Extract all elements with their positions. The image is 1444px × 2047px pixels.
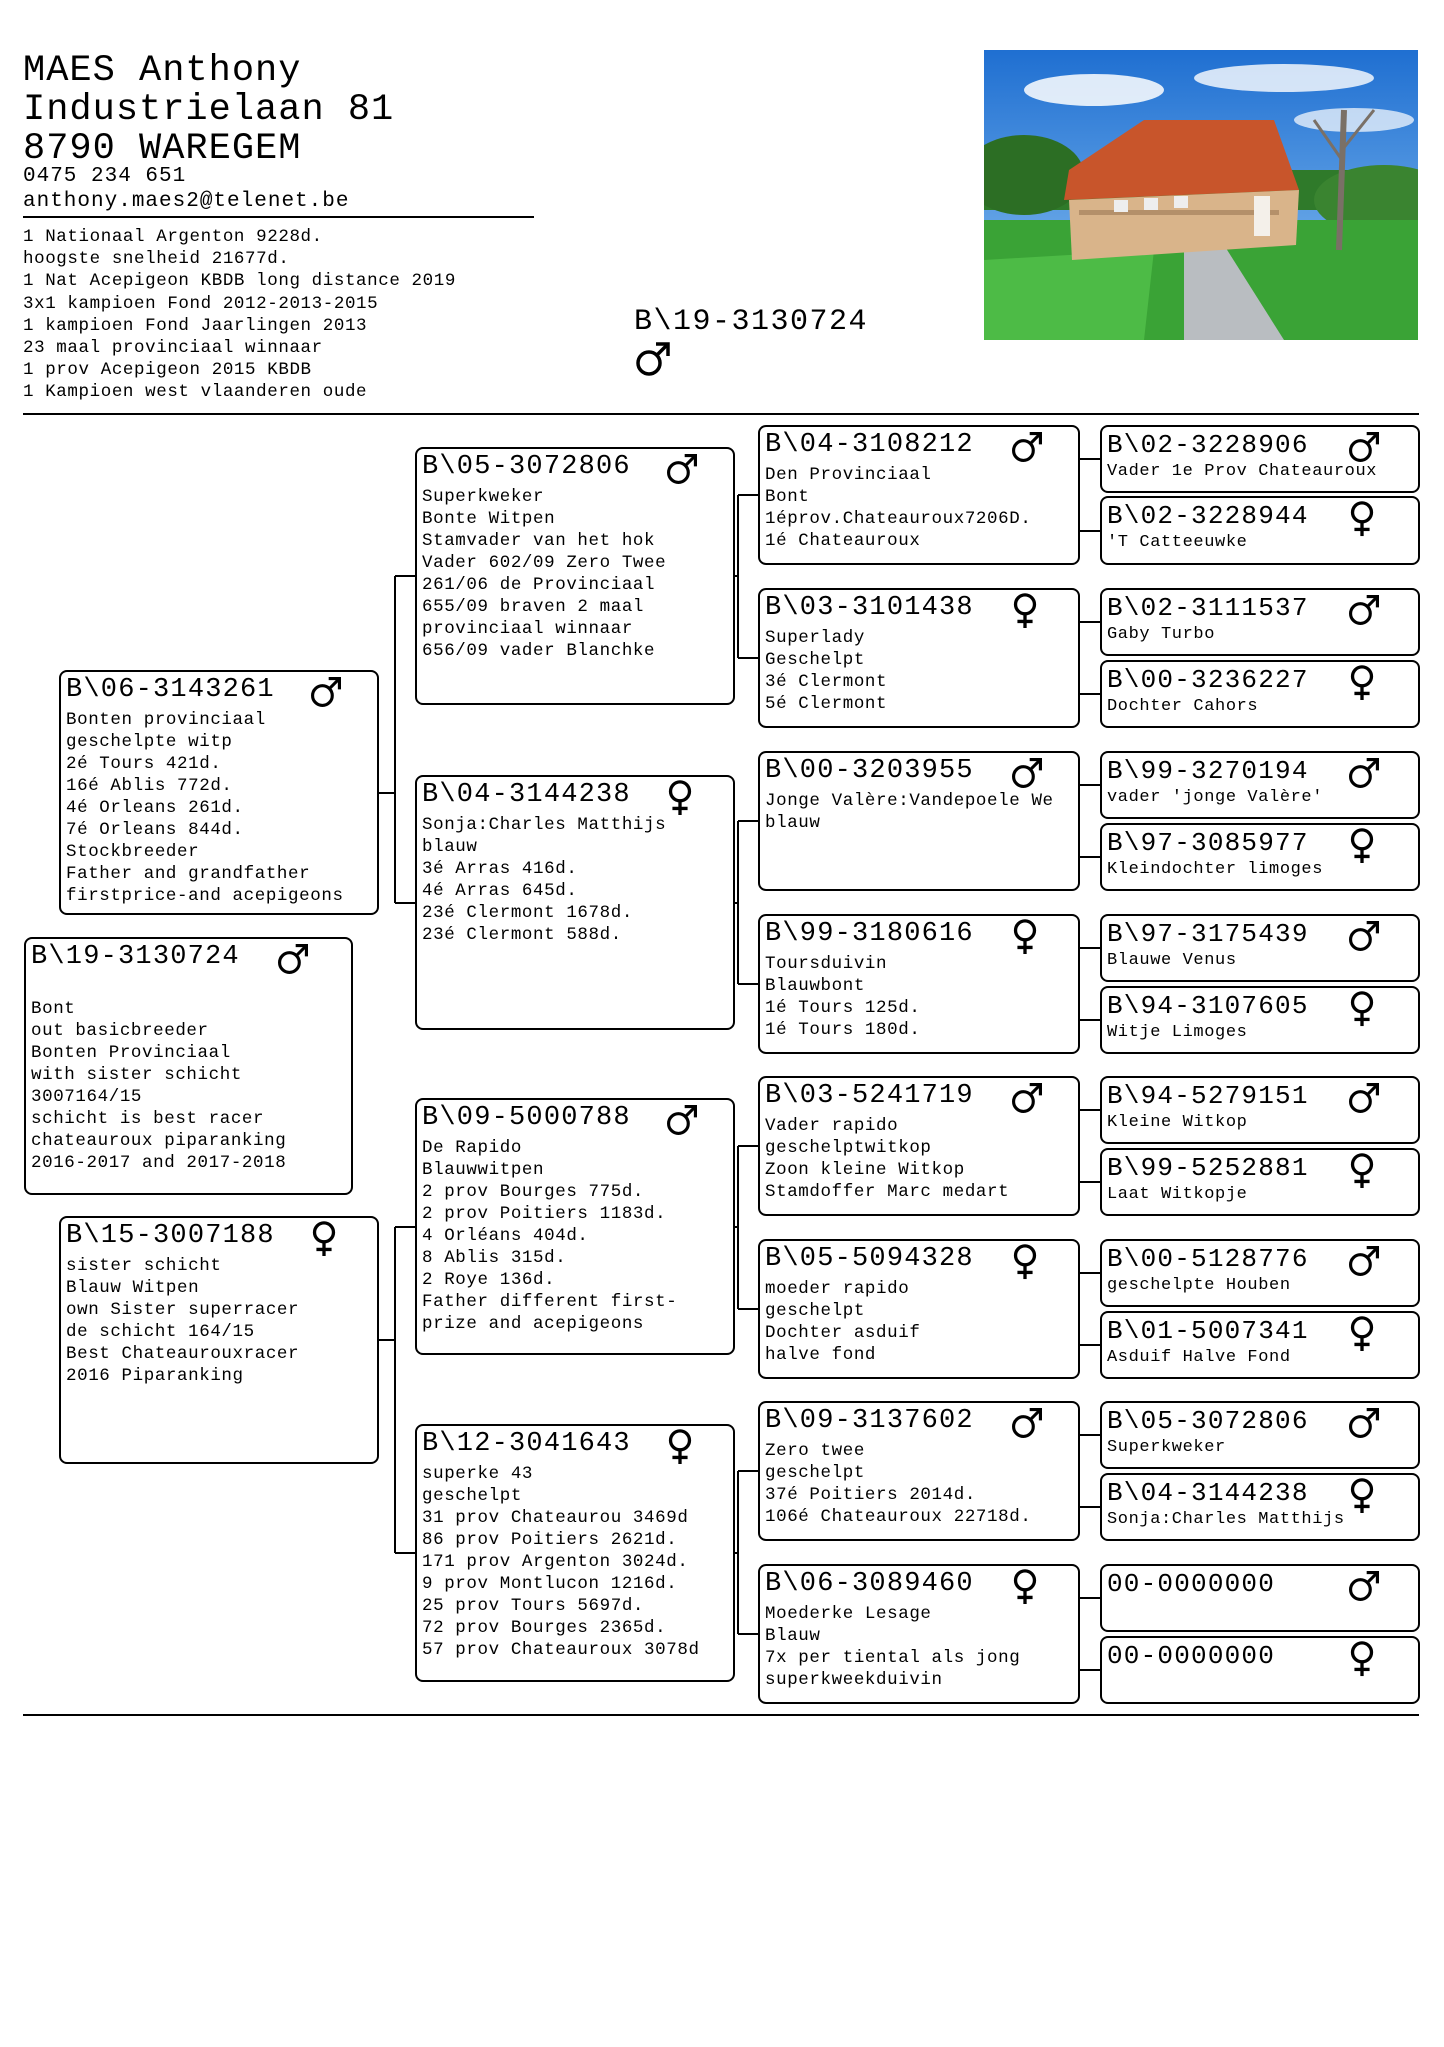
pigeon-details xyxy=(1107,625,1215,645)
male-icon xyxy=(1347,1244,1381,1278)
connector-line xyxy=(1080,1506,1100,1508)
pigeon-card[interactable] xyxy=(758,914,1080,1054)
pigeon-card[interactable] xyxy=(1100,1401,1420,1469)
pigeon-details xyxy=(765,1115,1009,1203)
detail-line: Den Provinciaal xyxy=(765,465,932,485)
male-icon xyxy=(1347,919,1381,953)
detail-line: geschelpte witp xyxy=(66,732,233,752)
pigeon-card[interactable] xyxy=(1100,1076,1420,1144)
connector-line xyxy=(379,1339,395,1341)
connector-line xyxy=(738,1308,758,1310)
detail-line: 1é Tours 180d. xyxy=(765,1020,921,1040)
connector-line xyxy=(738,1633,758,1635)
connector-line xyxy=(1080,693,1100,695)
pigeon-card[interactable] xyxy=(1100,496,1420,565)
detail-line: Zero twee xyxy=(765,1441,865,1461)
detail-line: Bonte Witpen xyxy=(422,509,556,529)
detail-line: superke 43 xyxy=(422,1464,534,1484)
connector-line xyxy=(1080,1181,1100,1183)
pigeon-details xyxy=(1107,1185,1247,1205)
ring-number: B\94-3107605 xyxy=(1107,991,1309,1021)
detail-line: 3007164/15 xyxy=(31,1087,143,1107)
female-icon xyxy=(665,1429,695,1465)
detail-line: Vader 602/09 Zero Twee xyxy=(422,553,667,573)
owner-email[interactable]: anthony.maes2@telenet.be xyxy=(23,190,350,213)
detail-line: Kleindochter limoges xyxy=(1107,860,1324,879)
achievement-item: 1 kampioen Fond Jaarlingen 2013 xyxy=(23,315,368,336)
detail-line: 1éprov.Chateauroux7206D. xyxy=(765,509,1032,529)
loft-photo xyxy=(984,50,1418,340)
detail-line: Bont xyxy=(765,487,810,507)
detail-line: superkweekduivin xyxy=(765,1670,943,1690)
detail-line: 5é Clermont xyxy=(765,694,888,714)
detail-line: Dochter asduif xyxy=(765,1323,921,1343)
detail-line: Bonten Provinciaal xyxy=(31,1043,231,1063)
pigeon-card[interactable] xyxy=(758,425,1080,565)
detail-line: Blauw xyxy=(765,1626,821,1646)
connector-line xyxy=(1080,530,1100,532)
female-icon xyxy=(1010,1244,1040,1280)
pigeon-card[interactable] xyxy=(415,1424,735,1682)
connector-line xyxy=(1080,621,1100,623)
detail-line: 1é Tours 125d. xyxy=(765,998,921,1018)
pigeon-card[interactable] xyxy=(758,1239,1080,1379)
achievement-item: 1 Nationaal Argenton 9228d. xyxy=(23,227,323,247)
connector-line xyxy=(738,1145,758,1147)
detail-line: 7x per tiental als jong xyxy=(765,1648,1021,1668)
female-icon xyxy=(1347,1641,1377,1677)
detail-line: 656/09 vader Blanchke xyxy=(422,641,656,661)
detail-line: firstprice-and acepigeons xyxy=(66,886,344,906)
pigeon-card[interactable] xyxy=(24,937,353,1195)
detail-line: 8 Ablis 315d. xyxy=(422,1248,567,1268)
detail-line: halve fond xyxy=(765,1345,877,1365)
detail-line: Superlady xyxy=(765,628,865,648)
ring-number: B\15-3007188 xyxy=(66,1221,275,1251)
detail-line: Gaby Turbo xyxy=(1107,625,1216,644)
detail-line: 106é Chateauroux 22718d. xyxy=(765,1507,1032,1527)
pigeon-details xyxy=(765,627,887,715)
pigeon-card[interactable] xyxy=(59,1216,379,1464)
connector-line xyxy=(738,494,758,496)
ring-number: B\00-3203955 xyxy=(765,756,974,786)
header-divider xyxy=(23,413,1419,415)
male-icon xyxy=(1347,593,1381,627)
detail-line: Geschelpt xyxy=(765,650,865,670)
pigeon-details xyxy=(1107,697,1258,717)
pigeon-card[interactable] xyxy=(1100,914,1420,982)
detail-line: Blauwwitpen xyxy=(422,1160,545,1180)
connector-line xyxy=(379,792,395,794)
female-icon xyxy=(1347,828,1377,864)
achievements-list xyxy=(23,226,456,404)
detail-line: de schicht 164/15 xyxy=(66,1322,255,1342)
connector-line xyxy=(395,1226,415,1228)
ring-number: B\02-3228906 xyxy=(1107,430,1309,460)
detail-line: 2016 Piparanking xyxy=(66,1366,244,1386)
achievement-item: 1 Nat Acepigeon KBDB long distance 2019 xyxy=(23,271,456,292)
pigeon-details xyxy=(66,1255,299,1387)
detail-line: out basicbreeder xyxy=(31,1021,209,1041)
detail-line: blauw xyxy=(765,813,821,833)
male-icon xyxy=(1010,756,1044,790)
ring-number: B\99-5252881 xyxy=(1107,1153,1309,1183)
pigeon-details xyxy=(1107,1510,1345,1530)
pigeon-details xyxy=(422,1137,677,1335)
male-icon xyxy=(1347,430,1381,464)
pigeon-details xyxy=(1107,951,1237,971)
detail-line: 3é Arras 416d. xyxy=(422,859,578,879)
detail-line: 3é Clermont xyxy=(765,672,888,692)
pigeon-card[interactable] xyxy=(1100,986,1420,1054)
pigeon-details xyxy=(1107,1023,1247,1043)
connector-line xyxy=(395,575,415,577)
pigeon-card[interactable] xyxy=(59,670,379,915)
ring-number: B\05-3072806 xyxy=(1107,1406,1309,1436)
detail-line: 1é Chateauroux xyxy=(765,531,921,551)
detail-line: 16é Ablis 772d. xyxy=(66,776,233,796)
detail-line: Father and grandfather xyxy=(66,864,311,884)
detail-line: Superkweker xyxy=(1107,1438,1226,1457)
achievement-item: 1 prov Acepigeon 2015 KBDB xyxy=(23,360,312,381)
pigeon-card[interactable] xyxy=(1100,425,1420,493)
pigeon-details xyxy=(422,814,666,946)
achievement-item: 3x1 kampioen Fond 2012-2013-2015 xyxy=(23,293,379,314)
male-icon xyxy=(276,942,310,976)
connector-line xyxy=(738,657,758,659)
ring-number: B\00-3236227 xyxy=(1107,665,1309,695)
detail-line: 23é Clermont 1678d. xyxy=(422,903,633,923)
ring-number: B\03-3101438 xyxy=(765,593,974,623)
achievement-item: hoogste snelheid 21677d. xyxy=(23,249,290,270)
connector-line xyxy=(737,495,739,658)
detail-line: Best Chateaurouxracer xyxy=(66,1344,300,1364)
connector-line xyxy=(1080,1019,1100,1021)
pigeon-card[interactable] xyxy=(415,775,735,1030)
detail-line xyxy=(31,976,286,998)
owner-city: 8790 WAREGEM xyxy=(23,128,302,170)
male-icon xyxy=(309,675,343,709)
pigeon-card[interactable] xyxy=(1100,1239,1420,1307)
ring-number: B\97-3175439 xyxy=(1107,919,1309,949)
connector-line xyxy=(394,576,396,903)
male-icon xyxy=(1010,1406,1044,1440)
detail-line: 7é Orleans 844d. xyxy=(66,820,244,840)
pigeon-card[interactable] xyxy=(1100,1473,1420,1541)
detail-line: Dochter Cahors xyxy=(1107,697,1259,716)
connector-line xyxy=(737,1146,739,1309)
connector-line xyxy=(738,983,758,985)
detail-line: 655/09 braven 2 maal xyxy=(422,597,645,617)
detail-line: 2é Tours 421d. xyxy=(66,754,222,774)
female-icon xyxy=(1347,1153,1377,1189)
connector-line xyxy=(394,1227,396,1554)
connector-line xyxy=(737,1471,739,1634)
pigeon-details xyxy=(1107,1276,1291,1296)
detail-line: provinciaal winnaar xyxy=(422,619,633,639)
pigeon-card[interactable] xyxy=(758,1401,1080,1541)
detail-line: Zoon kleine Witkop xyxy=(765,1160,965,1180)
male-icon xyxy=(1347,1569,1381,1603)
detail-line: Kleine Witkop xyxy=(1107,1113,1248,1132)
ring-number: B\12-3041643 xyxy=(422,1429,631,1459)
detail-line: 2016-2017 and 2017-2018 xyxy=(31,1153,287,1173)
pigeon-details xyxy=(31,976,286,1174)
detail-line: Blauw Witpen xyxy=(66,1278,200,1298)
pigeon-card[interactable] xyxy=(1100,1636,1420,1704)
subject-ring: B\19-3130724 xyxy=(634,305,869,339)
detail-line: Sonja:Charles Matthijs xyxy=(1107,1510,1345,1529)
detail-line: De Rapido xyxy=(422,1138,522,1158)
connector-line xyxy=(1080,1434,1100,1436)
ring-number: B\09-3137602 xyxy=(765,1406,974,1436)
pigeon-card[interactable] xyxy=(1100,1311,1420,1379)
connector-line xyxy=(738,820,758,822)
footer-divider xyxy=(23,1714,1419,1716)
connector-line xyxy=(1080,784,1100,786)
ring-number: B\06-3143261 xyxy=(66,675,275,705)
detail-line: geschelpt xyxy=(765,1463,865,1483)
male-icon xyxy=(1347,1406,1381,1440)
ring-number: B\04-3108212 xyxy=(765,430,974,460)
ring-number: B\05-3072806 xyxy=(422,452,631,482)
pigeon-card[interactable] xyxy=(1100,1564,1420,1632)
detail-line: 171 prov Argenton 3024d. xyxy=(422,1552,689,1572)
ring-number: B\99-3270194 xyxy=(1107,756,1309,786)
pigeon-details xyxy=(765,790,1054,834)
pigeon-card[interactable] xyxy=(758,588,1080,728)
detail-line: geschelpte Houben xyxy=(1107,1276,1291,1295)
male-icon xyxy=(1347,1081,1381,1115)
detail-line: 2 prov Bourges 775d. xyxy=(422,1182,645,1202)
detail-line: own Sister superracer xyxy=(66,1300,300,1320)
detail-line: 2 prov Poitiers 1183d. xyxy=(422,1204,667,1224)
detail-line: Superkweker xyxy=(422,487,545,507)
detail-line: 72 prov Bourges 2365d. xyxy=(422,1618,667,1638)
email-underline xyxy=(23,216,534,218)
detail-line: 37é Poitiers 2014d. xyxy=(765,1485,976,1505)
detail-line: 4é Arras 645d. xyxy=(422,881,578,901)
female-icon xyxy=(1010,593,1040,629)
detail-line: Laat Witkopje xyxy=(1107,1185,1248,1204)
detail-line: 57 prov Chateauroux 3078d xyxy=(422,1640,700,1660)
pigeon-card[interactable] xyxy=(758,1564,1080,1704)
ring-number: B\01-5007341 xyxy=(1107,1316,1309,1346)
detail-line: Father different first- xyxy=(422,1292,678,1312)
detail-line: 4 Orléans 404d. xyxy=(422,1226,589,1246)
detail-line: Bonten provinciaal xyxy=(66,710,266,730)
owner-phone: 0475 234 651 xyxy=(23,165,187,188)
pigeon-details xyxy=(765,1440,1031,1528)
female-icon xyxy=(665,780,695,816)
male-icon xyxy=(634,340,672,383)
pigeon-details xyxy=(1107,1113,1247,1133)
detail-line: schicht is best racer xyxy=(31,1109,265,1129)
detail-line: Witje Limoges xyxy=(1107,1023,1248,1042)
pigeon-card[interactable] xyxy=(1100,588,1420,656)
connector-line xyxy=(1080,458,1100,460)
detail-line: Jonge Valère:Vandepoele We xyxy=(765,791,1054,811)
male-icon xyxy=(1347,756,1381,790)
detail-line: 25 prov Tours 5697d. xyxy=(422,1596,645,1616)
detail-line: prize and acepigeons xyxy=(422,1314,645,1334)
male-icon xyxy=(665,452,699,486)
connector-line xyxy=(1080,947,1100,949)
female-icon xyxy=(1347,991,1377,1027)
pigeon-card[interactable] xyxy=(1100,751,1420,819)
achievement-item: 1 Kampioen west vlaanderen oude xyxy=(23,382,368,403)
detail-line: Toursduivin xyxy=(765,954,888,974)
pigeon-card[interactable] xyxy=(415,447,735,705)
achievement-item: 23 maal provinciaal winnaar xyxy=(23,338,323,359)
detail-line: 'T Catteeuwke xyxy=(1107,533,1248,552)
ring-number: B\94-5279151 xyxy=(1107,1081,1309,1111)
female-icon xyxy=(1347,501,1377,537)
detail-line: with sister schicht xyxy=(31,1065,242,1085)
pigeon-details xyxy=(1107,788,1323,808)
connector-line xyxy=(1080,1344,1100,1346)
female-icon xyxy=(1347,1316,1377,1352)
detail-line: geschelptwitkop xyxy=(765,1138,932,1158)
ring-number: 00-0000000 xyxy=(1107,1641,1276,1671)
pigeon-details xyxy=(765,1603,1020,1691)
connector-line xyxy=(395,902,415,904)
female-icon xyxy=(1010,1569,1040,1605)
detail-line: 261/06 de Provinciaal xyxy=(422,575,656,595)
connector-line xyxy=(1080,1597,1100,1599)
detail-line: 9 prov Montlucon 1216d. xyxy=(422,1574,678,1594)
female-icon xyxy=(309,1221,339,1257)
pigeon-details xyxy=(422,1463,700,1661)
pigeon-details xyxy=(1107,1438,1226,1458)
detail-line: Blauwe Venus xyxy=(1107,951,1237,970)
ring-number: B\19-3130724 xyxy=(31,942,240,972)
detail-line: vader 'jonge Valère' xyxy=(1107,788,1324,807)
ring-number: B\09-5000788 xyxy=(422,1103,631,1133)
detail-line: moeder rapido xyxy=(765,1279,910,1299)
detail-line: 86 prov Poitiers 2621d. xyxy=(422,1530,678,1550)
male-icon xyxy=(1010,1081,1044,1115)
detail-line: Stockbreeder xyxy=(66,842,200,862)
detail-line: 31 prov Chateaurou 3469d xyxy=(422,1508,689,1528)
detail-line: geschelpt xyxy=(765,1301,865,1321)
detail-line: 4é Orleans 261d. xyxy=(66,798,244,818)
detail-line: Vader rapido xyxy=(765,1116,899,1136)
female-icon xyxy=(1010,919,1040,955)
pigeon-card[interactable] xyxy=(758,751,1080,891)
pigeon-details xyxy=(422,486,666,662)
connector-line xyxy=(737,821,739,984)
pigeon-card[interactable] xyxy=(1100,823,1420,891)
female-icon xyxy=(1347,1478,1377,1514)
detail-line: geschelpt xyxy=(422,1486,522,1506)
pigeon-card[interactable] xyxy=(1100,660,1420,728)
ring-number: B\99-3180616 xyxy=(765,919,974,949)
pigeon-card[interactable] xyxy=(1100,1148,1420,1216)
pigeon-details xyxy=(1107,533,1247,553)
pigeon-card[interactable] xyxy=(415,1098,735,1355)
connector-line xyxy=(738,1470,758,1472)
pigeon-details xyxy=(66,709,344,907)
ring-number: B\03-5241719 xyxy=(765,1081,974,1111)
ring-number: B\05-5094328 xyxy=(765,1244,974,1274)
pigeon-details xyxy=(765,1278,920,1366)
detail-line: Vader 1e Prov Chateauroux xyxy=(1107,462,1378,481)
pigeon-details xyxy=(1107,462,1377,482)
female-icon xyxy=(1347,665,1377,701)
owner-street: Industrielaan 81 xyxy=(23,89,395,131)
detail-line: Sonja:Charles Matthijs xyxy=(422,815,667,835)
male-icon xyxy=(665,1103,699,1137)
ring-number: B\04-3144238 xyxy=(1107,1478,1309,1508)
detail-line: 23é Clermont 588d. xyxy=(422,925,622,945)
ring-number: B\02-3228944 xyxy=(1107,501,1309,531)
detail-line: chateauroux piparanking xyxy=(31,1131,287,1151)
ring-number: B\00-5128776 xyxy=(1107,1244,1309,1274)
detail-line: Bont xyxy=(31,999,76,1019)
male-icon xyxy=(1010,430,1044,464)
pigeon-details xyxy=(765,464,1031,552)
owner-name: MAES Anthony xyxy=(23,50,302,92)
ring-number: B\97-3085977 xyxy=(1107,828,1309,858)
ring-number: B\06-3089460 xyxy=(765,1569,974,1599)
ring-number: 00-0000000 xyxy=(1107,1569,1276,1599)
ring-number: B\04-3144238 xyxy=(422,780,631,810)
pigeon-card[interactable] xyxy=(758,1076,1080,1216)
detail-line: Moederke Lesage xyxy=(765,1604,932,1624)
pigeon-details xyxy=(765,953,920,1041)
detail-line: Stamvader van het hok xyxy=(422,531,656,551)
connector-line xyxy=(1080,1669,1100,1671)
connector-line xyxy=(395,1552,415,1554)
pigeon-details xyxy=(1107,860,1323,880)
detail-line: 2 Roye 136d. xyxy=(422,1270,556,1290)
connector-line xyxy=(1080,856,1100,858)
detail-line: Blauwbont xyxy=(765,976,865,996)
connector-line xyxy=(1080,1109,1100,1111)
pigeon-details xyxy=(1107,1348,1291,1368)
ring-number: B\02-3111537 xyxy=(1107,593,1309,623)
detail-line: Stamdoffer Marc medart xyxy=(765,1182,1010,1202)
connector-line xyxy=(1080,1272,1100,1274)
detail-line: sister schicht xyxy=(66,1256,222,1276)
detail-line: Asduif Halve Fond xyxy=(1107,1348,1291,1367)
detail-line: blauw xyxy=(422,837,478,857)
